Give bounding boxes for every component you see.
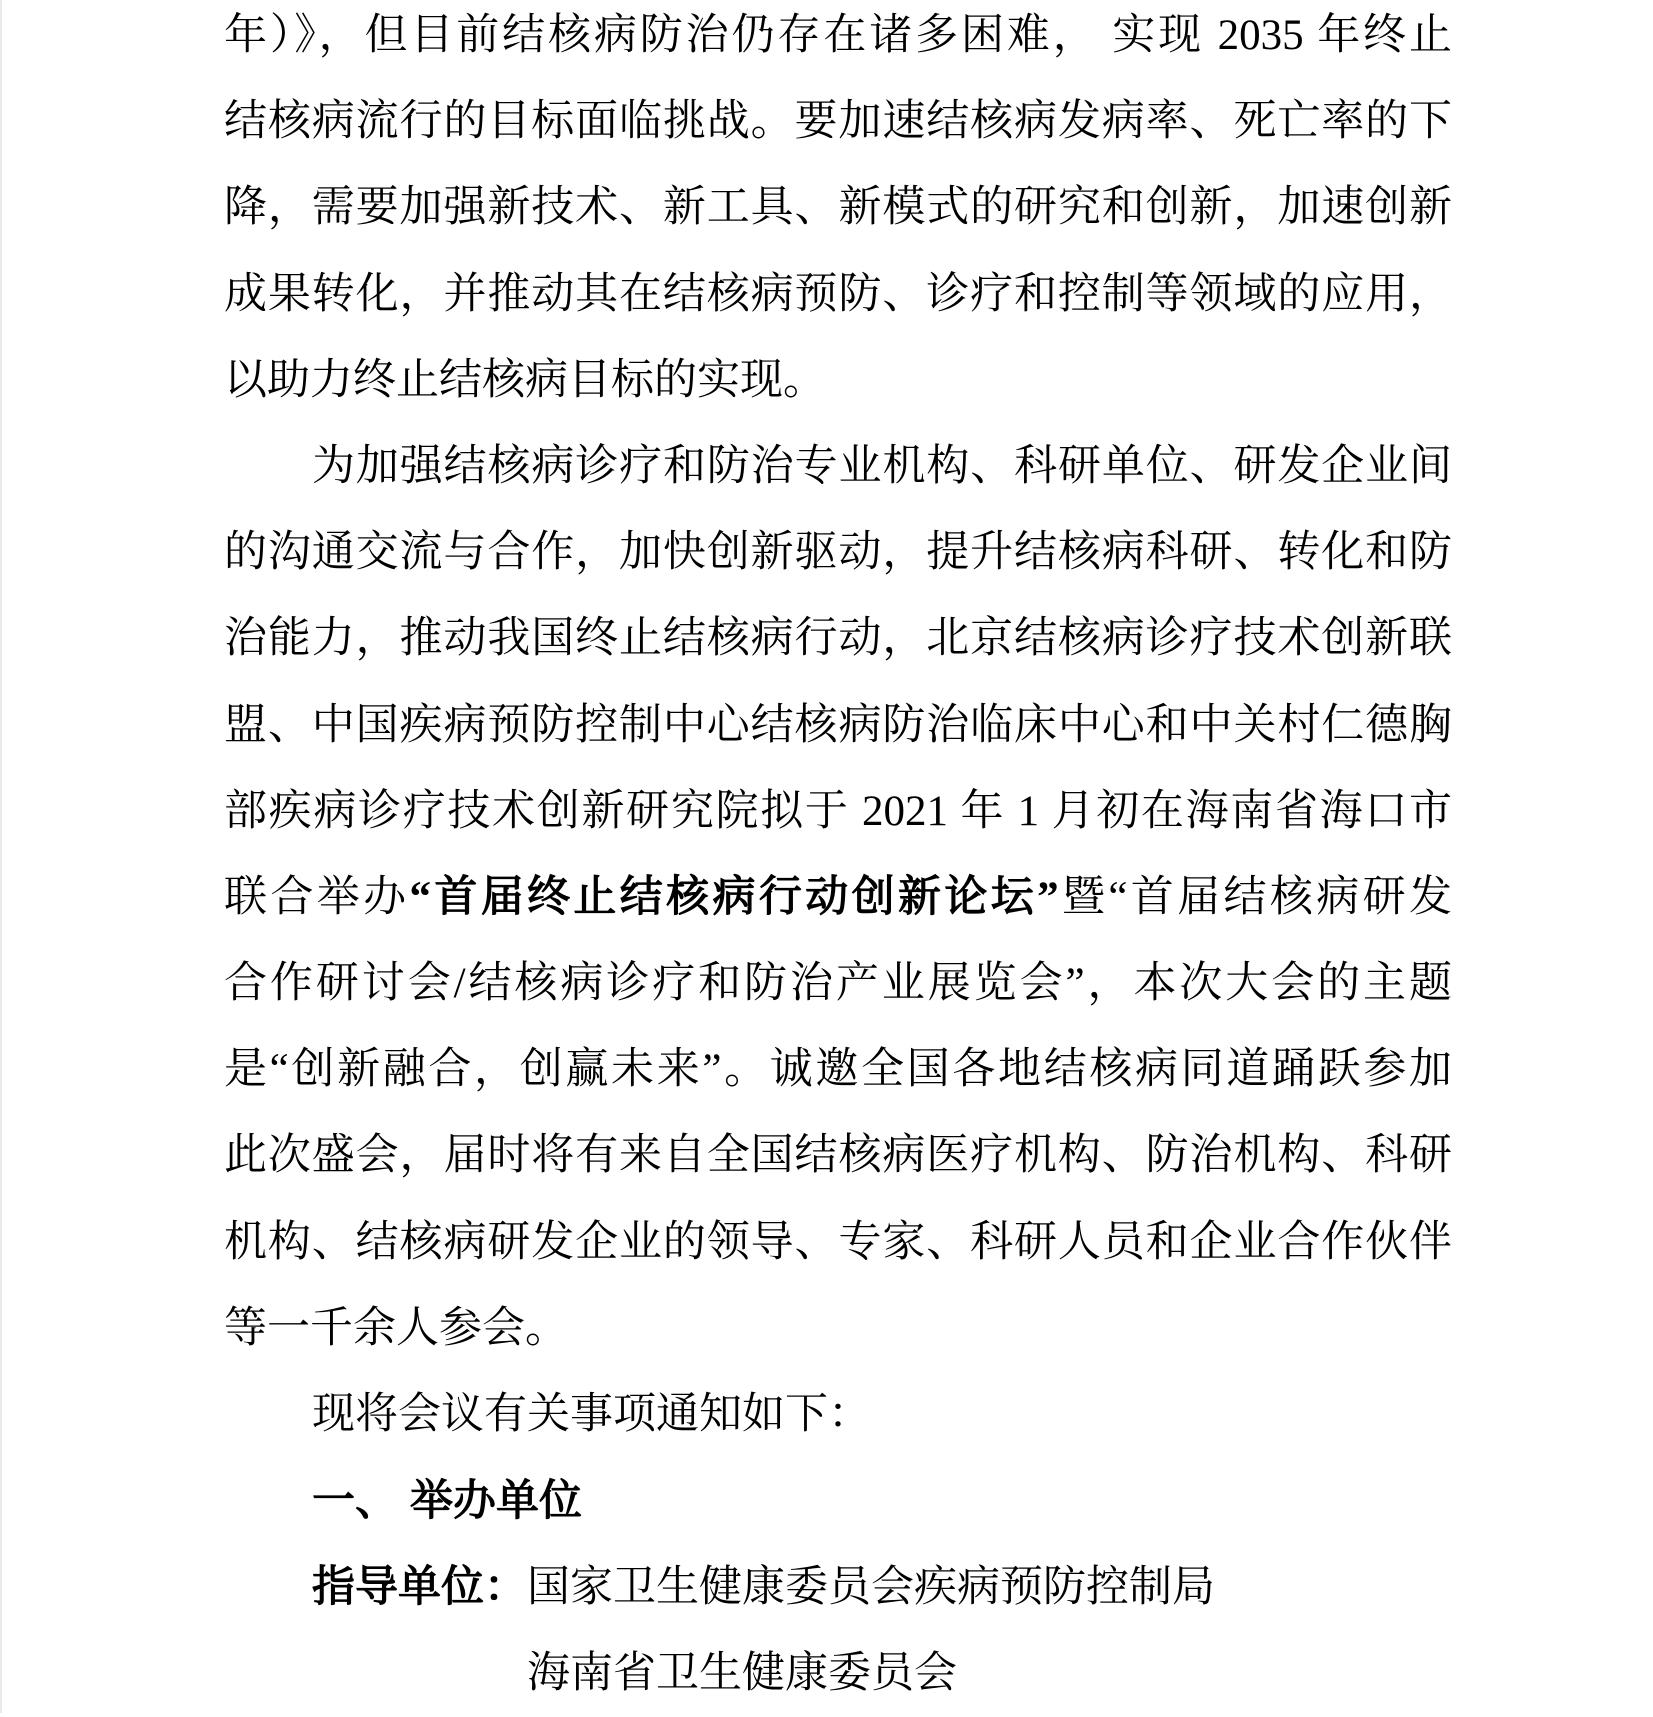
text-line-19 xyxy=(224,1544,1452,1630)
text-line-12 xyxy=(224,941,1452,1027)
text-segment: 等一千余人参会。 xyxy=(224,1304,568,1352)
text-line-4 xyxy=(224,252,1452,338)
text-segment: 盟、中国疾病预防控制中心结核病防治临床中心和中关村仁德胸 xyxy=(224,701,1452,749)
text-segment: 暨“首届结核病研发 xyxy=(1058,873,1452,921)
text-segment: 现将会议有关事项通知如下： xyxy=(312,1391,871,1438)
text-line-8 xyxy=(224,596,1452,682)
text-segment: 年）》，但目前结核病防治仍存在诸多困难， 实现 2035 年终止 xyxy=(224,12,1452,59)
text-line-6 xyxy=(224,424,1452,510)
document-body xyxy=(224,0,1452,1717)
text-line-7 xyxy=(224,510,1452,596)
text-segment: 的沟通交流与合作，加快创新驱动，提升结核病科研、转化和防 xyxy=(224,529,1452,577)
text-segment: 部疾病诊疗技术创新研究院拟于 2021 年 1 月初在海南省海口市 xyxy=(224,787,1452,835)
text-segment: 海南省卫生健康委员会 xyxy=(527,1649,957,1697)
text-segment: 联合举办 xyxy=(224,873,410,921)
text-line-14 xyxy=(224,1113,1452,1199)
text-line-2 xyxy=(224,79,1452,165)
text-line-10 xyxy=(224,769,1452,855)
text-line-11 xyxy=(224,855,1452,941)
text-segment: 此次盛会，届时将有来自全国结核病医疗机构、防治机构、科研 xyxy=(224,1132,1452,1180)
text-segment: 治能力，推动我国终止结核病行动，北京结核病诊疗技术创新联 xyxy=(224,615,1452,663)
text-line-9 xyxy=(224,683,1452,769)
text-segment: 是“创新融合，创赢未来”。诚邀全国各地结核病同道踊跃参加 xyxy=(224,1046,1452,1094)
text-line-17 xyxy=(224,1372,1452,1458)
text-segment: 国家卫生健康委员会疾病预防控制局 xyxy=(527,1564,1215,1612)
text-line-3 xyxy=(224,165,1452,251)
text-segment: 机构、结核病研发企业的领导、专家、科研人员和企业合作伙伴 xyxy=(224,1218,1452,1266)
heading-segment: 指导单位： xyxy=(312,1563,527,1612)
text-segment: 成果转化，并推动其在结核病预防、诊疗和控制等领域的应用， xyxy=(224,270,1452,318)
text-segment: 结核病流行的目标面临挑战。要加速结核病发病率、死亡率的下 xyxy=(224,98,1452,146)
text-line-5 xyxy=(224,338,1452,424)
text-line-15 xyxy=(224,1200,1452,1286)
text-segment: “首届终止结核病行动创新论坛” xyxy=(409,873,1059,921)
heading-segment: 一、 举办单位 xyxy=(312,1477,582,1526)
text-line-1 xyxy=(224,0,1452,79)
text-segment: 合作研讨会/结核病诊疗和防治产业展览会”，本次大会的主题 xyxy=(224,960,1452,1008)
text-line-20 xyxy=(224,1631,1452,1717)
text-segment: 以助力终止结核病目标的实现。 xyxy=(224,356,826,404)
text-line-13 xyxy=(224,1027,1452,1113)
text-segment: 为加强结核病诊疗和防治专业机构、科研单位、研发企业间 xyxy=(312,442,1452,490)
text-segment: 降，需要加强新技术、新工具、新模式的研究和创新，加速创新 xyxy=(224,184,1452,232)
text-line-18 xyxy=(224,1458,1452,1544)
text-line-16 xyxy=(224,1286,1452,1372)
